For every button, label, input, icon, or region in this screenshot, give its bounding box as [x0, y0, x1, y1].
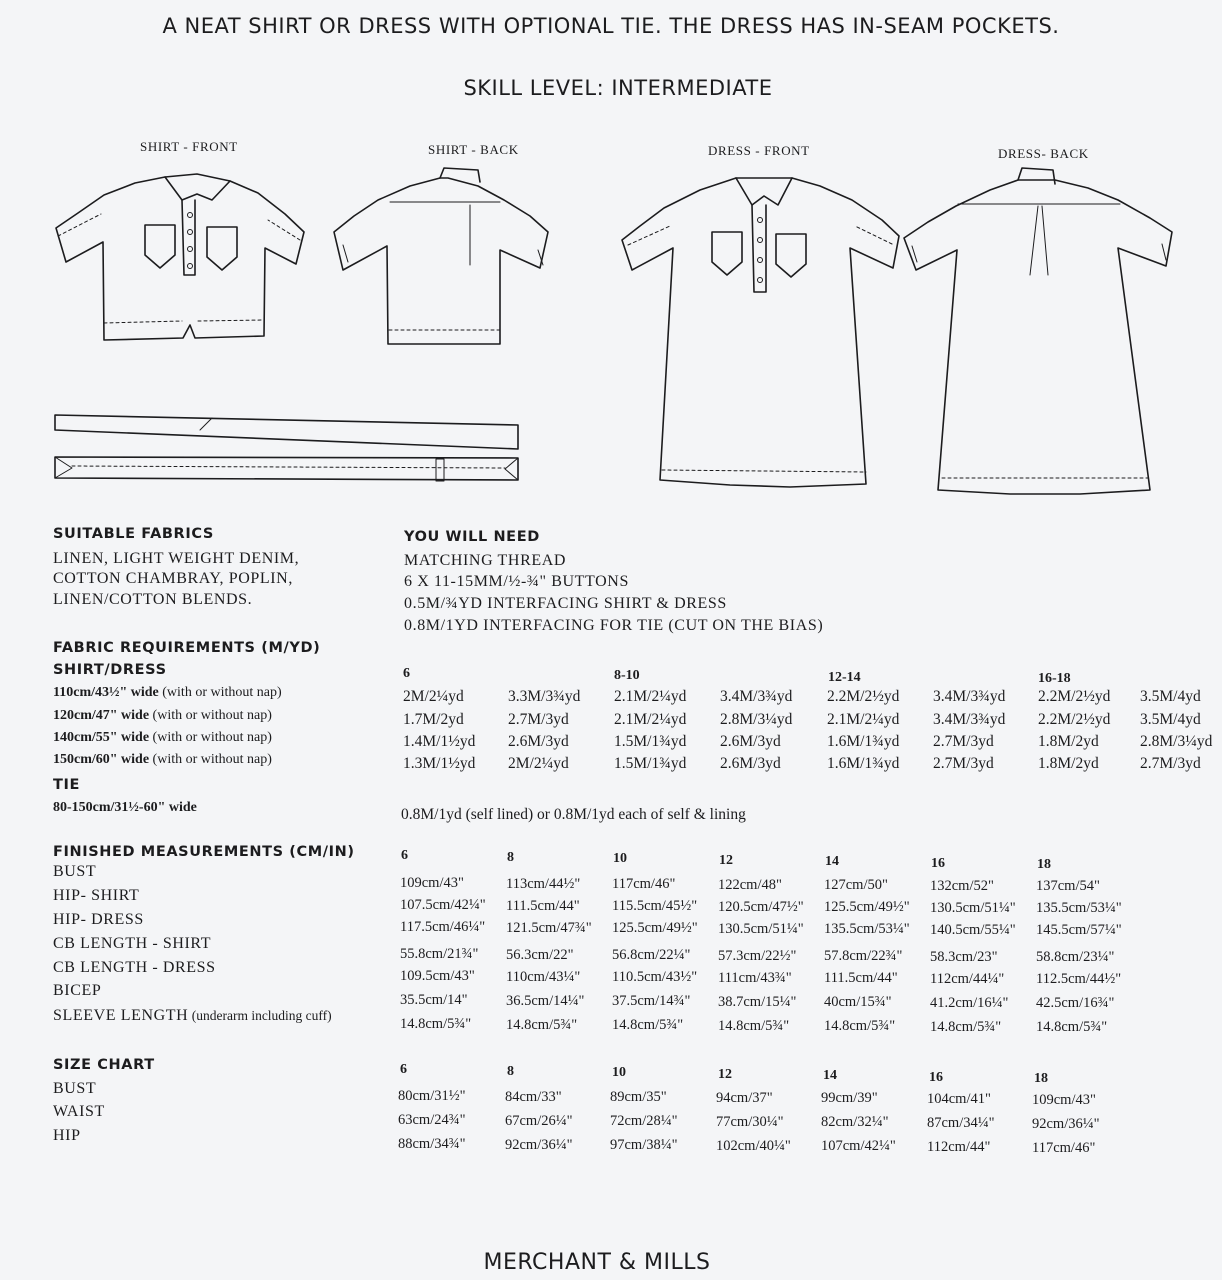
- requirement-cell: 3.4M/3¾yd: [933, 711, 1006, 728]
- measurement-cell: 14.8cm/5¾": [506, 1016, 578, 1033]
- measurement-cell: 117cm/46": [612, 876, 676, 892]
- finished-size-header: 10: [613, 851, 627, 866]
- measurement-cell: 42.5cm/16¾": [1036, 995, 1115, 1011]
- measurement-cell: 110.5cm/43½": [612, 969, 698, 985]
- measurement-cell: 125.5cm/49½": [824, 899, 910, 915]
- measurement-name: SLEEVE LENGTH: [53, 1007, 189, 1024]
- finished-size-header: 14: [825, 854, 839, 869]
- garment-drawings: [0, 0, 1222, 500]
- size-chart-heading: SIZE CHART: [53, 1057, 155, 1073]
- need-line: 0.5M/¾YD INTERFACING SHIRT & DRESS: [404, 595, 727, 612]
- fabric-width-label: [53, 730, 272, 746]
- requirement-cell: 2.6M/3yd: [720, 755, 781, 772]
- measurement-cell: 56.3cm/22": [506, 946, 574, 963]
- measurement-name: HIP- DRESS: [53, 911, 144, 928]
- size-chart-cell: 94cm/37": [716, 1089, 773, 1106]
- measurement-cell: 40cm/15¾": [824, 994, 892, 1010]
- size-chart-label: WAIST: [53, 1103, 105, 1120]
- requirements-heading: FABRIC REQUIREMENTS (M/YD): [53, 640, 321, 656]
- measurement-cell: 14.8cm/5¾": [930, 1018, 1002, 1035]
- requirement-cell: 2.7M/3yd: [933, 733, 994, 750]
- need-line: MATCHING THREAD: [404, 552, 567, 569]
- size-chart-cell: 109cm/43": [1032, 1091, 1096, 1108]
- fabric-width-label: [53, 685, 282, 701]
- fabrics-line: COTTON CHAMBRAY, POPLIN,: [53, 570, 293, 587]
- measurement-cell: 14.8cm/5¾": [718, 1017, 790, 1034]
- size-chart-cell: 77cm/30¼": [716, 1113, 784, 1130]
- measurement-name: BUST: [53, 863, 97, 880]
- fabric-width-label: [53, 708, 272, 724]
- requirement-cell: 3.3M/3¾yd: [508, 688, 581, 705]
- measurement-cell: 122cm/48": [718, 876, 782, 893]
- size-chart-size-header: 14: [823, 1068, 837, 1083]
- measurement-name: CB LENGTH - DRESS: [53, 959, 216, 976]
- size-chart-size-header: 18: [1034, 1071, 1048, 1086]
- fabric-width: 150cm/60" wide: [53, 752, 150, 767]
- skill-level: SKILL LEVEL: INTERMEDIATE: [463, 76, 773, 100]
- requirement-cell: 3.4M/3¾yd: [720, 688, 793, 705]
- measurement-name: HIP- SHIRT: [53, 887, 140, 904]
- req-size-header: 8-10: [614, 668, 640, 683]
- fabrics-line: LINEN, LIGHT WEIGHT DENIM,: [53, 550, 300, 567]
- measurement-cell: 55.8cm/21¾": [400, 946, 479, 962]
- measurement-label: [53, 887, 139, 905]
- measurement-cell: 135.5cm/53¼": [824, 921, 910, 937]
- req-size-header: 6: [403, 666, 410, 681]
- label-shirt-front: SHIRT - FRONT: [140, 139, 238, 154]
- requirement-cell: 2.1M/2¼yd: [614, 688, 687, 705]
- measurement-label: [53, 982, 101, 1000]
- requirement-cell: 2.2M/2½yd: [827, 688, 900, 705]
- requirement-cell: 2M/2¼yd: [508, 755, 569, 772]
- measurement-cell: 112cm/44¼": [930, 970, 1005, 987]
- need-line: 0.8M/1YD INTERFACING FOR TIE (CUT ON THE BIAS): [404, 617, 824, 634]
- fabric-width: 120cm/47" wide: [53, 708, 150, 723]
- measurement-cell: 35.5cm/14": [400, 992, 468, 1008]
- measurement-cell: 109cm/43": [400, 875, 464, 891]
- fabric-width: 110cm/43½" wide: [53, 685, 159, 700]
- size-chart-cell: 99cm/39": [821, 1090, 878, 1107]
- size-chart-cell: 92cm/36¼": [1032, 1115, 1100, 1132]
- measurement-cell: 117.5cm/46¼": [400, 919, 486, 935]
- requirement-cell: 2.7M/3yd: [508, 711, 569, 728]
- requirement-cell: 3.5M/4yd: [1140, 711, 1201, 728]
- measurement-cell: 130.5cm/51¼": [930, 899, 1016, 916]
- size-chart-size-header: 12: [718, 1066, 732, 1082]
- finished-size-header: 12: [719, 852, 733, 868]
- measurement-label: [53, 935, 211, 953]
- req-size-header: 12-14: [828, 670, 861, 685]
- measurement-cell: 140.5cm/55¼": [930, 921, 1016, 938]
- nap-note: (with or without nap): [149, 752, 272, 767]
- size-chart-cell: 107cm/42¼": [821, 1138, 896, 1155]
- size-chart-cell: 67cm/26¼": [505, 1112, 573, 1129]
- measurement-cell: 14.8cm/5¾": [824, 1018, 896, 1034]
- requirement-cell: 3.4M/3¾yd: [933, 688, 1006, 705]
- requirement-cell: 2.2M/2½yd: [1038, 688, 1111, 705]
- measurement-cell: 121.5cm/47¾": [506, 919, 592, 936]
- size-chart-cell: 89cm/35": [610, 1089, 667, 1106]
- measurement-cell: 115.5cm/45½": [612, 898, 698, 914]
- measurement-cell: 37.5cm/14¾": [612, 993, 691, 1009]
- finished-size-header: 16: [931, 855, 945, 871]
- requirement-cell: 2.7M/3yd: [933, 755, 994, 772]
- requirement-cell: 2.8M/3¼yd: [720, 711, 793, 728]
- finished-heading: FINISHED MEASUREMENTS (CM/IN): [53, 844, 355, 860]
- measurement-cell: 135.5cm/53¼": [1036, 900, 1122, 916]
- measurement-cell: 132cm/52": [930, 877, 994, 894]
- measurement-cell: 14.8cm/5¾": [1036, 1019, 1108, 1035]
- need-line: 6 X 11-15MM/½-¾" BUTTONS: [404, 573, 629, 590]
- size-chart-cell: 84cm/33": [505, 1088, 562, 1105]
- finished-size-header: 6: [401, 848, 408, 863]
- measurement-name: BICEP: [53, 982, 102, 999]
- measurement-cell: 58.3cm/23": [930, 948, 998, 965]
- measurement-cell: 57.3cm/22½": [718, 947, 797, 964]
- size-chart-label: HIP: [53, 1127, 81, 1144]
- size-chart-size-header: 6: [400, 1062, 407, 1077]
- measurement-cell: 109.5cm/43": [400, 968, 475, 984]
- requirement-cell: 2.2M/2½yd: [1038, 711, 1111, 728]
- finished-size-header: 8: [507, 849, 514, 865]
- measurement-cell: 127cm/50": [824, 877, 888, 893]
- size-chart-cell: 97cm/38¼": [610, 1137, 678, 1154]
- size-chart-cell: 102cm/40¼": [716, 1137, 791, 1154]
- measurement-cell: 57.8cm/22¾": [824, 948, 903, 964]
- measurement-cell: 125.5cm/49½": [612, 920, 698, 936]
- size-chart-cell: 72cm/28¼": [610, 1113, 678, 1130]
- tie-width: 80-150cm/31½-60" wide: [53, 800, 197, 815]
- req-size-header: 16-18: [1038, 671, 1071, 686]
- nap-note: (with or without nap): [149, 730, 272, 745]
- measurement-cell: 107.5cm/42¼": [400, 897, 486, 913]
- size-chart-label: BUST: [53, 1080, 97, 1097]
- dress-back-drawing: [904, 168, 1172, 494]
- requirement-cell: 1.6M/1¾yd: [827, 733, 900, 750]
- requirement-cell: 2.1M/2¼yd: [614, 711, 687, 728]
- measurement-cell: 41.2cm/16¼": [930, 994, 1009, 1011]
- shirt-back-drawing: [334, 168, 548, 344]
- brand-footer: MERCHANT & MILLS: [483, 1250, 711, 1275]
- measurement-cell: 58.8cm/23¼": [1036, 949, 1115, 965]
- requirement-cell: 2.6M/3yd: [508, 733, 569, 750]
- label-dress-front: DRESS - FRONT: [708, 143, 810, 158]
- measurement-label: [53, 863, 96, 881]
- size-chart-cell: 80cm/31½": [398, 1088, 466, 1104]
- headline: A NEAT SHIRT OR DRESS WITH OPTIONAL TIE. THE DRESS HAS IN-SEAM POCKETS.: [162, 14, 1060, 38]
- tie-drawing: [55, 415, 518, 481]
- measurement-cell: 38.7cm/15¼": [718, 993, 797, 1010]
- measurement-label: [53, 1007, 332, 1025]
- shirt-front-drawing: [56, 174, 304, 340]
- measurement-label: [53, 959, 216, 977]
- requirement-cell: 1.4M/1½yd: [403, 733, 476, 750]
- size-chart-size-header: 10: [612, 1065, 626, 1080]
- size-chart-cell: 63cm/24¾": [398, 1112, 466, 1128]
- requirement-cell: 1.5M/1¾yd: [614, 733, 687, 750]
- measurement-cell: 110cm/43¼": [506, 968, 581, 985]
- measurement-cell: 137cm/54": [1036, 878, 1100, 894]
- requirement-cell: 1.8M/2yd: [1038, 733, 1099, 750]
- label-shirt-back: SHIRT - BACK: [428, 142, 519, 157]
- measurement-note: (underarm including cuff): [188, 1008, 332, 1023]
- nap-note: (with or without nap): [158, 685, 282, 700]
- measurement-cell: 56.8cm/22¼": [612, 947, 691, 963]
- label-dress-back: DRESS- BACK: [998, 146, 1089, 161]
- shirt-dress-heading: SHIRT/DRESS: [53, 662, 167, 678]
- fabrics-heading: SUITABLE FABRICS: [53, 526, 214, 542]
- size-chart-cell: 104cm/41": [927, 1091, 991, 1107]
- requirement-cell: 1.7M/2yd: [403, 711, 464, 728]
- requirement-cell: 1.5M/1¾yd: [614, 755, 687, 772]
- measurement-label: [53, 911, 144, 929]
- measurement-cell: 111.5cm/44": [824, 970, 898, 986]
- measurement-cell: 111.5cm/44": [506, 897, 580, 914]
- requirement-cell: 2.7M/3yd: [1140, 755, 1201, 772]
- requirement-cell: 1.6M/1¾yd: [827, 755, 900, 772]
- measurement-cell: 14.8cm/5¾": [400, 1016, 472, 1032]
- tie-heading: TIE: [53, 777, 80, 793]
- measurement-cell: 36.5cm/14¼": [506, 992, 585, 1009]
- measurement-cell: 130.5cm/51¼": [718, 920, 804, 937]
- fabric-width: 140cm/55" wide: [53, 730, 150, 745]
- size-chart-cell: 88cm/34¾": [398, 1136, 466, 1152]
- finished-size-header: 18: [1037, 857, 1051, 872]
- requirement-cell: 2.1M/2¼yd: [827, 711, 900, 728]
- measurement-cell: 111cm/43¾": [718, 969, 792, 986]
- measurement-cell: 112.5cm/44½": [1036, 971, 1122, 987]
- size-chart-size-header: 8: [507, 1063, 514, 1079]
- size-chart-cell: 112cm/44": [927, 1139, 991, 1155]
- measurement-cell: 145.5cm/57¼": [1036, 922, 1122, 938]
- measurement-name: CB LENGTH - SHIRT: [53, 935, 212, 952]
- requirement-cell: 2M/2¼yd: [403, 688, 464, 705]
- size-chart-cell: 92cm/36¼": [505, 1136, 573, 1153]
- dress-front-drawing: [622, 178, 899, 487]
- fabric-width-label: [53, 752, 272, 768]
- size-chart-cell: 117cm/46": [1032, 1139, 1096, 1156]
- nap-note: (with or without nap): [149, 708, 272, 723]
- measurement-cell: 14.8cm/5¾": [612, 1017, 684, 1033]
- measurement-cell: 113cm/44½": [506, 875, 581, 892]
- measurement-cell: 120.5cm/47½": [718, 898, 804, 915]
- size-chart-cell: 82cm/32¼": [821, 1114, 889, 1131]
- need-heading: YOU WILL NEED: [404, 529, 540, 545]
- fabrics-line: LINEN/COTTON BLENDS.: [53, 591, 253, 608]
- requirement-cell: 2.6M/3yd: [720, 733, 781, 750]
- requirement-cell: 1.8M/2yd: [1038, 755, 1099, 772]
- tie-value: 0.8M/1yd (self lined) or 0.8M/1yd each of self & lining: [401, 806, 746, 823]
- requirement-cell: 3.5M/4yd: [1140, 688, 1201, 705]
- requirement-cell: 1.3M/1½yd: [403, 755, 476, 772]
- requirement-cell: 2.8M/3¼yd: [1140, 733, 1213, 750]
- size-chart-cell: 87cm/34¼": [927, 1115, 995, 1131]
- size-chart-size-header: 16: [929, 1069, 943, 1085]
